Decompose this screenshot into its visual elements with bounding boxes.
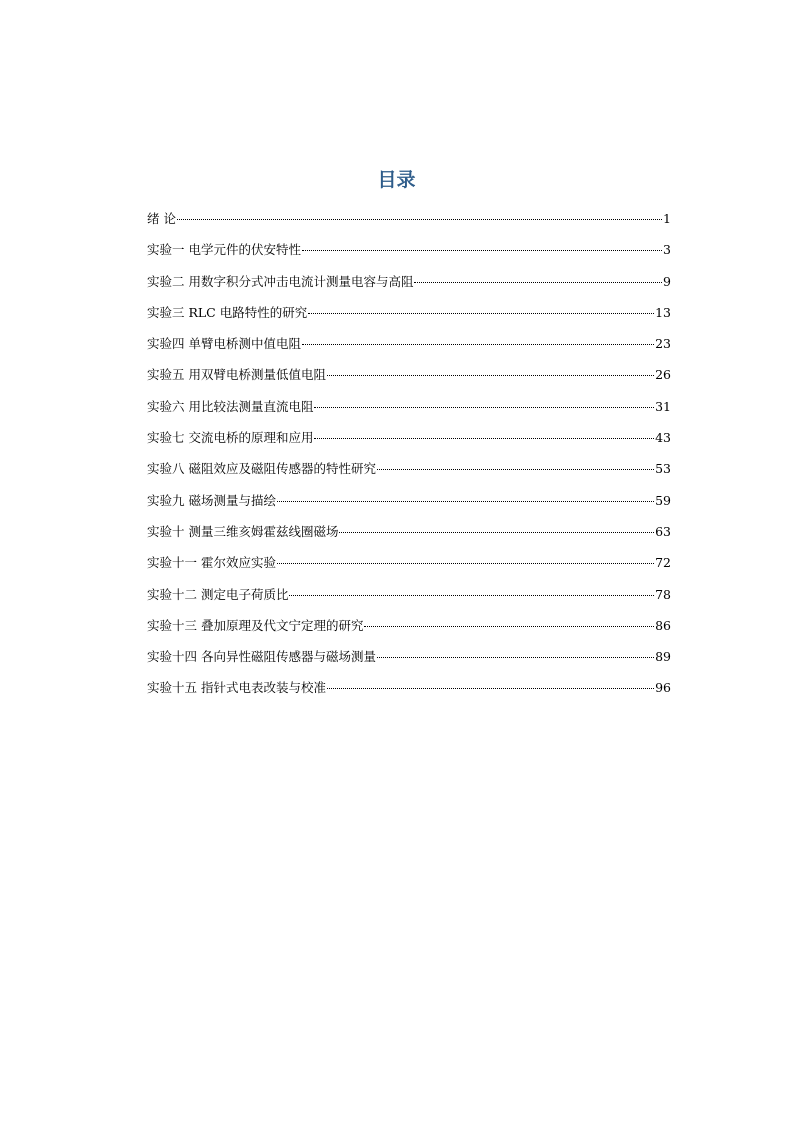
toc-entry-page: 89 [655,649,671,665]
dot-leader [302,249,662,251]
toc-entry[interactable] [147,672,671,703]
toc-entry-page: 9 [663,273,671,289]
toc-entry[interactable] [147,547,671,578]
dot-leader [277,500,654,502]
toc-entry[interactable] [147,266,671,297]
toc-title: 目录 [377,169,416,191]
dot-leader [302,343,654,345]
toc-entry-label: 实验九 磁场测量与描绘 [147,492,276,508]
toc-entry[interactable] [147,579,671,610]
toc-entry-label: 实验一 电学元件的伏安特性 [147,242,301,258]
dot-leader [327,374,654,376]
dot-leader [364,625,654,627]
toc-entry-label: 实验十 测量三维亥姆霍兹线圈磁场 [147,523,339,539]
toc-entry-page: 59 [655,492,671,508]
toc-entry-page: 31 [655,398,671,414]
toc-entry-label: 实验五 用双臂电桥测量低值电阻 [147,367,326,383]
dot-leader [277,562,654,564]
toc-entry[interactable] [147,359,671,390]
toc-entry-label: 实验十五 指针式电表改装与校准 [147,680,326,696]
toc-entry[interactable] [147,516,671,547]
toc-entry[interactable] [147,234,671,265]
toc-entry-label: 实验六 用比较法测量直流电阻 [147,398,314,414]
toc-entry[interactable] [147,422,671,453]
toc-entry-label: 实验七 交流电桥的原理和应用 [147,430,314,446]
dot-leader [314,437,654,439]
dot-leader [308,312,654,314]
dot-leader [414,281,662,283]
toc-entry[interactable] [147,391,671,422]
toc-entry-page: 72 [655,555,671,571]
toc-entry-label: 实验十四 各向异性磁阻传感器与磁场测量 [147,649,376,665]
dot-leader [314,406,654,408]
toc-entry-label: 实验十一 霍尔效应实验 [147,555,276,571]
toc-entry-label: 实验四 单臂电桥测中值电阻 [147,336,301,352]
toc-entry-page: 3 [663,242,671,258]
toc-entry[interactable] [147,610,671,641]
toc-entry-page: 13 [655,304,671,320]
toc-entry-page: 78 [655,586,671,602]
toc-entry-page: 96 [655,680,671,696]
toc-entry-page: 26 [655,367,671,383]
toc-entry-label: 实验二 用数字积分式冲击电流计测量电容与高阻 [147,273,414,289]
toc-entry[interactable] [147,328,671,359]
toc-entry[interactable] [147,203,671,234]
dot-leader [177,218,662,220]
toc-entry[interactable] [147,297,671,328]
toc-entry[interactable] [147,641,671,672]
toc-entry-label: 实验十三 叠加原理及代文宁定理的研究 [147,617,364,633]
toc-entry-page: 23 [655,336,671,352]
toc-entry-page: 53 [655,461,671,477]
dot-leader [377,468,654,470]
toc-entry-page: 1 [663,211,671,226]
toc-entry-label: 绪 论 [147,211,176,226]
toc-entry[interactable] [147,485,671,516]
toc-entry[interactable] [147,453,671,484]
table-of-contents [147,203,671,704]
toc-entry-page: 43 [655,430,671,446]
toc-entry-label: 实验三 RLC 电路特性的研究 [147,304,308,320]
dot-leader [339,531,654,533]
toc-entry-page: 63 [655,523,671,539]
toc-entry-label: 实验十二 测定电子荷质比 [147,586,289,602]
toc-entry-page: 86 [655,617,671,633]
dot-leader [377,656,654,658]
toc-entry-label: 实验八 磁阻效应及磁阻传感器的特性研究 [147,461,376,477]
dot-leader [289,594,654,596]
dot-leader [327,687,654,689]
